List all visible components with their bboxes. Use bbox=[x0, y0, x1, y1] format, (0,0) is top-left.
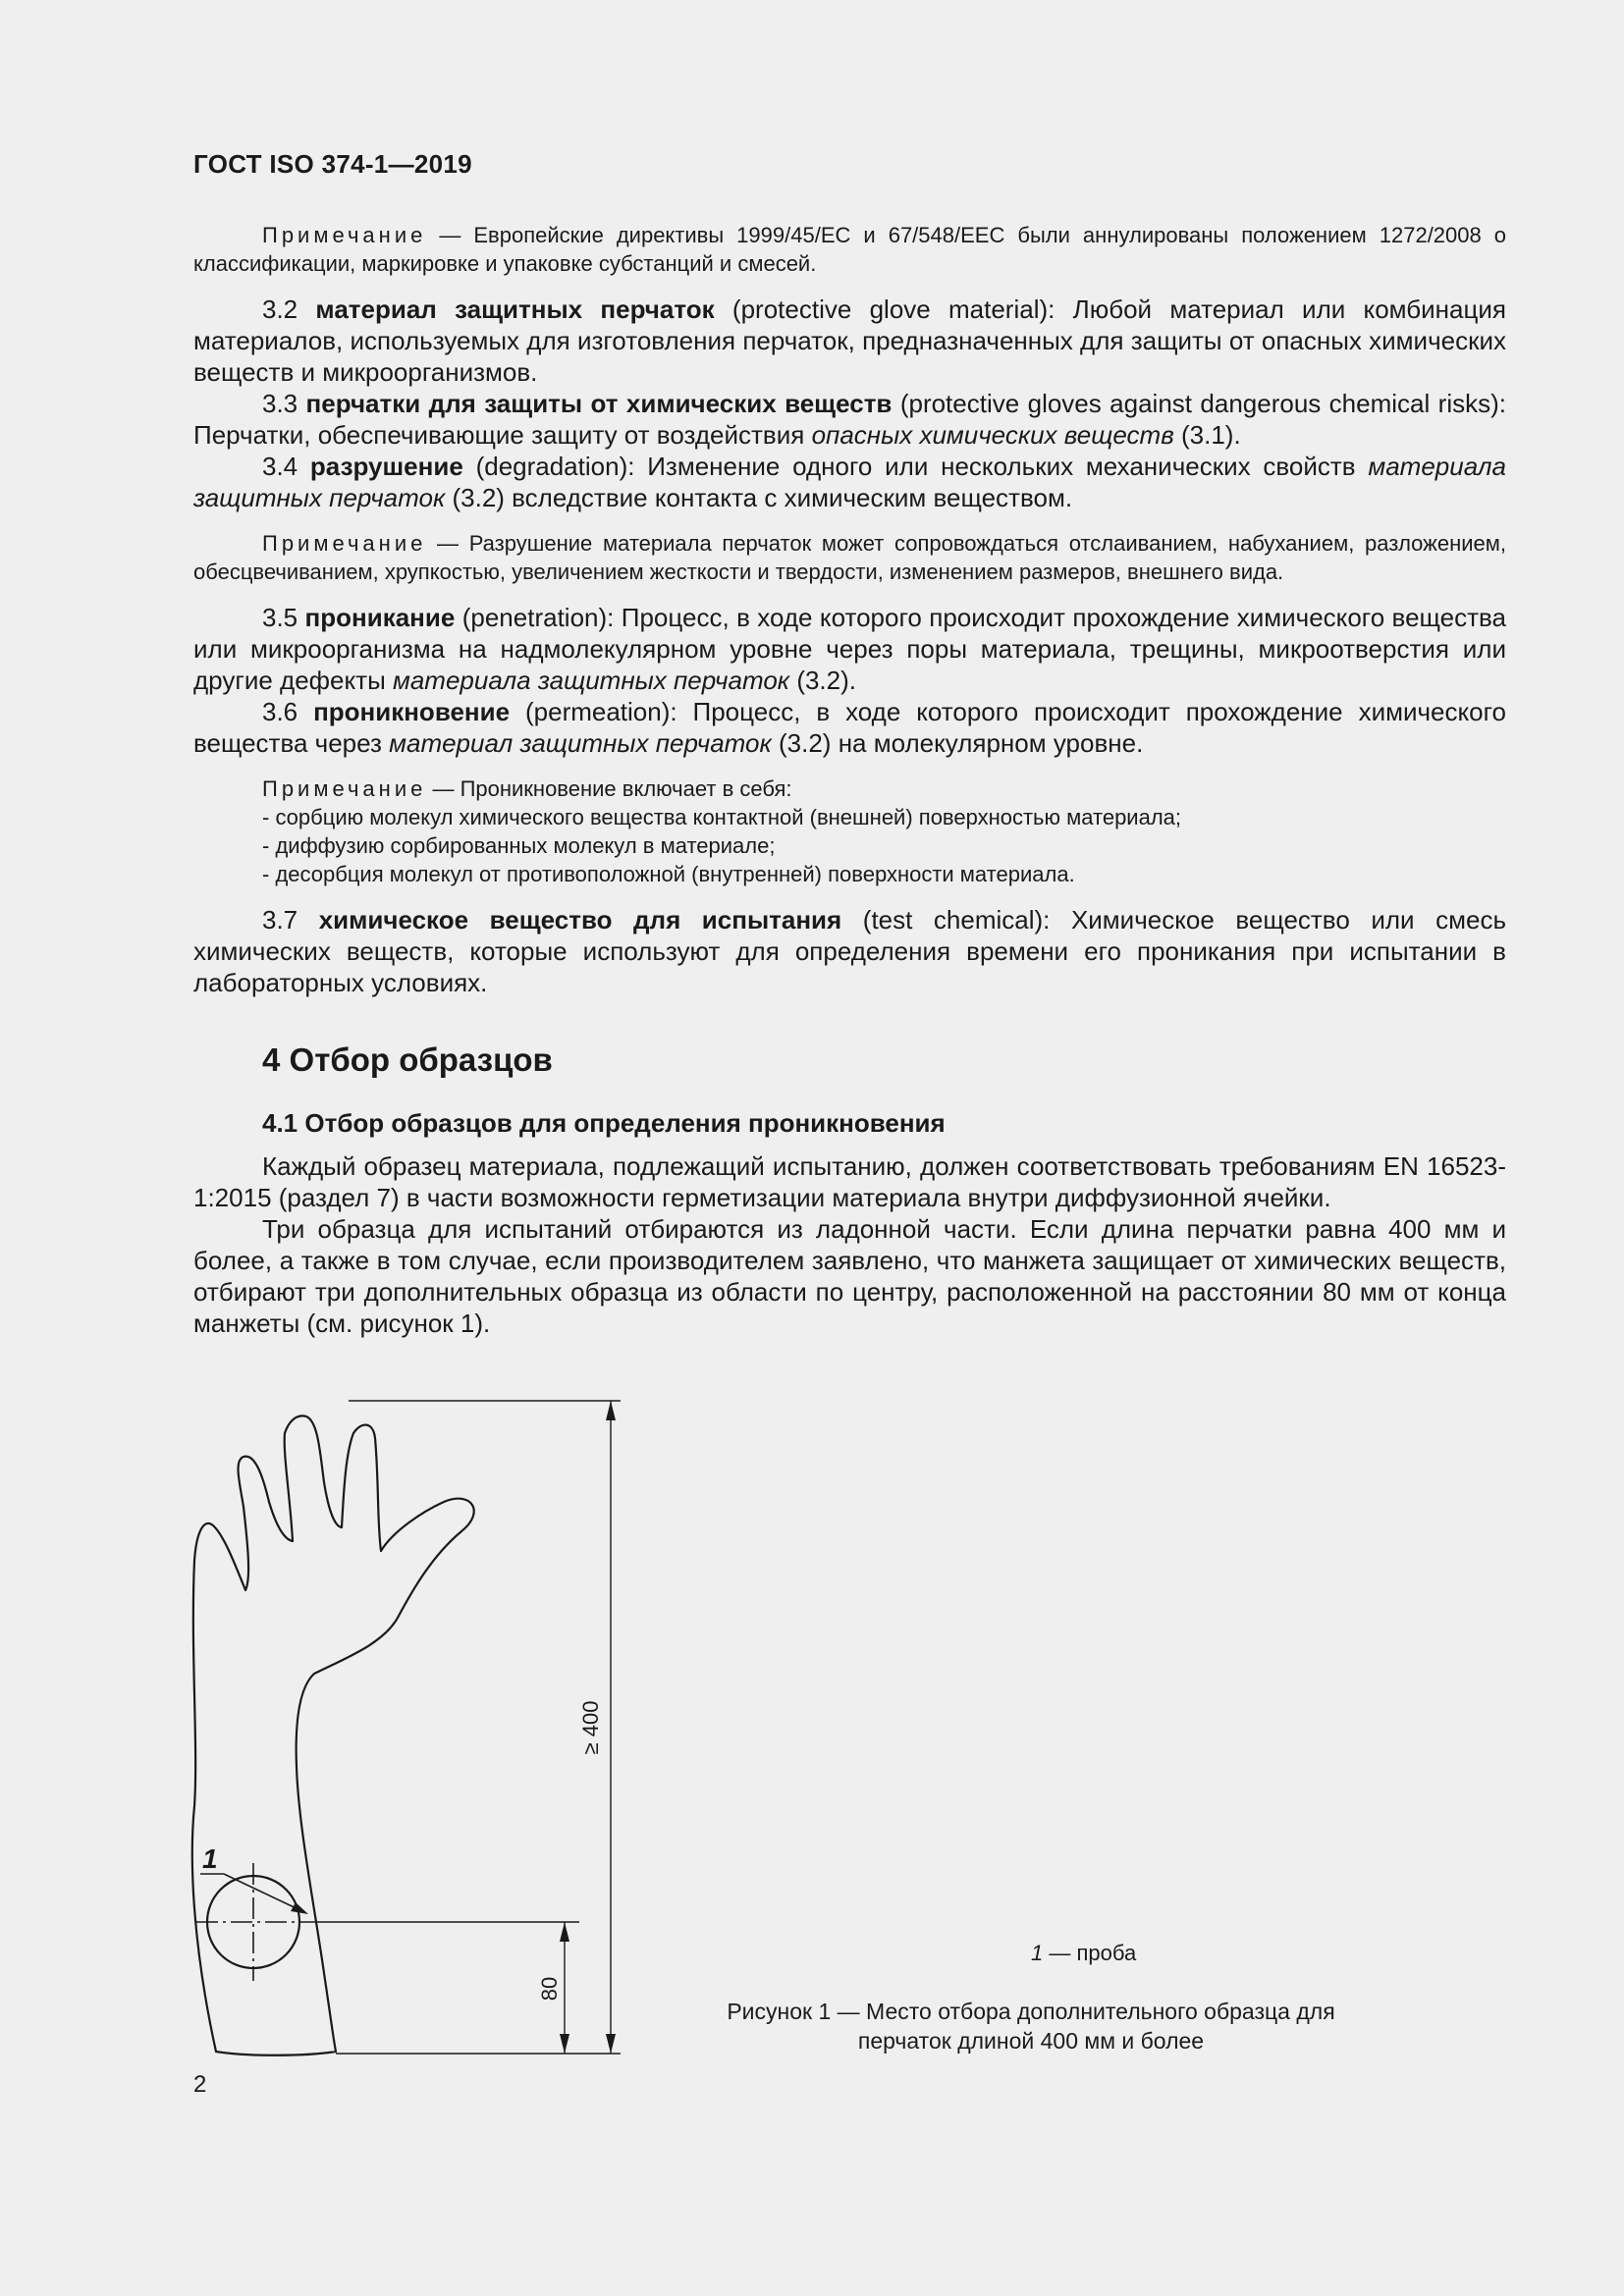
figure-legend bbox=[1031, 1941, 1136, 1966]
term: материал защитных перчаток bbox=[315, 294, 715, 324]
paragraph-4-1-a: Каждый образец материала, подлежащий испытанию, должен соответствовать требованиям EN 16523-1:2015 (раздел 7) в части возможности герметизации материала внутри диффузионной ячейки. bbox=[193, 1151, 1506, 1212]
glove-outline bbox=[192, 1415, 474, 2055]
definition-3-5: 3.5 проникание (penetration): Процесс, в ходе которого происходит прохождение химического вещества или микроорганизма на надмолекулярном уровне через поры материала, трещины, микроотверстия или другие дефекты материала защитных перчаток (3.2). bbox=[193, 603, 1506, 695]
arrow-400-top bbox=[606, 1401, 616, 1420]
note-3: Примечание — Проникновение включает в себя: bbox=[262, 776, 792, 801]
definition-3-2: 3.2 материал защитных перчаток (protective glove material): Любой материал или комбинация материалов, используемых для изготовления перчаток, предназначенных для защиты от опасных химических веществ и микроорганизмов. bbox=[193, 294, 1506, 387]
term-reference: материала защитных перчаток bbox=[193, 452, 1506, 512]
definition-3-6: 3.6 проникновение (permeation): Процесс, в ходе которого происходит прохождение химического вещества через материал защитных перчаток (3.2) на молекулярном уровне. bbox=[193, 697, 1506, 758]
page-body bbox=[193, 221, 1506, 1339]
definition-3-3: 3.3 перчатки для защиты от химических веществ (protective gloves against dangerous chemical risks): Перчатки, обеспечивающие защиту от воздействия опасных химических веществ (3.1). bbox=[193, 389, 1506, 450]
dimension-label-400: ≥ 400 bbox=[578, 1700, 603, 1755]
figure-caption: Рисунок 1 — Место отбора дополнительного образца для перчаток длиной 400 мм и более bbox=[727, 1999, 1335, 2054]
section-4-heading: 4 Отбор образцов bbox=[262, 1041, 553, 1078]
item-number: 1 bbox=[202, 1843, 218, 1874]
note-label: Примечание bbox=[262, 531, 427, 556]
document-header: ГОСТ ISO 374-1—2019 bbox=[193, 149, 472, 179]
note-1: Примечание — Европейские директивы 1999/45/ЕС и 67/548/ЕЕС были аннулированы положением 1272/2008 о классификации, маркировке и упаковке субстанций и смесей. bbox=[193, 223, 1506, 276]
definition-3-4: 3.4 разрушение (degradation): Изменение одного или нескольких механических свойств материала защитных перчаток (3.2) вследствие контакта с химическим веществом. bbox=[193, 452, 1506, 512]
term: перчатки для защиты от химических веществ bbox=[305, 389, 893, 418]
arrow-80-top bbox=[560, 1922, 569, 1942]
page-number: 2 bbox=[193, 2071, 207, 2098]
term: проникновение bbox=[313, 697, 511, 726]
arrow-400-bottom bbox=[606, 2034, 616, 2054]
note-3-item: - диффузию сорбированных молекул в материале; bbox=[262, 833, 776, 858]
term: разрушение bbox=[309, 452, 463, 481]
glove-figure bbox=[187, 1394, 648, 2061]
term: проникание bbox=[304, 603, 456, 632]
section-4-1-heading: 4.1 Отбор образцов для определения проникновения bbox=[262, 1108, 946, 1138]
term: химическое вещество для испытания bbox=[318, 905, 842, 934]
term-reference: материал защитных перчаток bbox=[389, 728, 772, 758]
note-label: Примечание bbox=[262, 223, 427, 247]
note-3-item: - десорбция молекул от противоположной (внутренней) поверхности материала. bbox=[262, 862, 1075, 886]
leader-arrowhead bbox=[291, 1902, 308, 1914]
arrow-80-bottom bbox=[560, 2034, 569, 2054]
definition-3-7: 3.7 химическое вещество для испытания (test chemical): Химическое вещество или смесь химических веществ, которые используют для определения времени его проникания при испытании в лабораторных условиях. bbox=[193, 905, 1507, 997]
legend-number: 1 bbox=[1031, 1941, 1044, 1965]
legend-text: — проба bbox=[1043, 1941, 1137, 1965]
term-reference: материала защитных перчаток bbox=[393, 666, 790, 695]
note-label: Примечание bbox=[262, 776, 427, 801]
leader-line bbox=[224, 1874, 304, 1912]
paragraph-4-1-b: Три образца для испытаний отбираются из ладонной части. Если длина перчатки равна 400 мм и более, а также в том случае, если производителем заявлено, что манжета защищает от химических веществ, отбирают три дополнительных образца из области по центру, расположенной на расстоянии 80 мм от конца манжеты (см. рисунок 1). bbox=[193, 1214, 1506, 1338]
dimension-label-80: 80 bbox=[537, 1976, 562, 2002]
term-reference: опасных химических веществ bbox=[811, 420, 1174, 450]
note-3-item: - сорбцию молекул химического вещества контактной (внешней) поверхностью материала; bbox=[262, 805, 1182, 829]
note-2: Примечание — Разрушение материала перчаток может сопровождаться отслаиванием, набуханием, разложением, обесцвечиванием, хрупкостью, увеличением жесткости и твердости, изменением размеров, внешнего вида. bbox=[193, 531, 1506, 584]
